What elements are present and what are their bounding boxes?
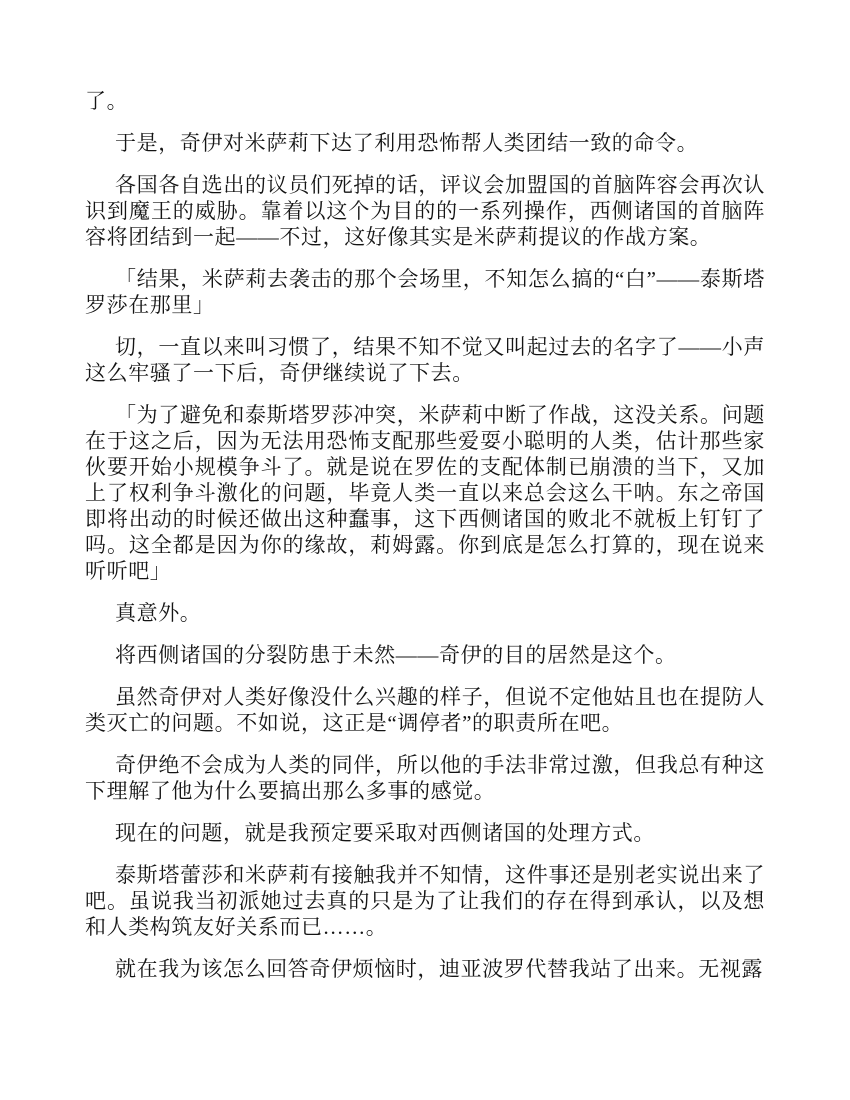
paragraph: 现在的问题，就是我预定要采取对西侧诸国的处理方式。 [115, 821, 655, 845]
paragraph: 泰斯塔蕾莎和米萨莉有接触我并不知情，这件事还是别老实说出来了吧。虽说我当初派她过去真的只是为了让我们的存在得到承认，以及想和人类构筑友好关系而已……。 [85, 863, 765, 939]
paragraph-continuation: 了。 [85, 89, 129, 113]
paragraph: 将西侧诸国的分裂防患于未然——奇伊的目的居然是这个。 [115, 643, 677, 667]
paragraph-dialogue: 「结果，米萨莉去袭击的那个会场里，不知怎么搞的“白”——泰斯塔罗莎在那里」 [85, 267, 765, 317]
paragraph: 于是，奇伊对米萨莉下达了利用恐怖帮人类团结一致的命令。 [115, 131, 699, 155]
paragraph: 奇伊绝不会成为人类的同伴，所以他的手法非常过激，但我总有种这下理解了他为什么要搞出那么多事的感觉。 [85, 753, 765, 803]
paragraph: 切，一直以来叫习惯了，结果不知不觉又叫起过去的名字了——小声这么牢骚了一下后，奇伊继续说了下去。 [85, 335, 765, 385]
paragraph: 真意外。 [115, 601, 202, 625]
paragraph: 虽然奇伊对人类好像没什么兴趣的样子，但说不定他姑且也在提防人类灭亡的问题。不如说，这正是“调停者”的职责所在吧。 [85, 685, 765, 735]
paragraph-dialogue: 「为了避免和泰斯塔罗莎冲突，米萨莉中断了作战，这没关系。问题在于这之后，因为无法用恐怖支配那些爱耍小聪明的人类，估计那些家伙要开始小规模争斗了。就是说在罗佐的支配体制已崩溃的当下，又加上了权利争斗激化的问题，毕竟人类一直以来总会这么干呐。东之帝国即将出动的时候还做出这种蠢事，这下西侧诸国的败北不就板上钉钉了吗。这全都是因为你的缘故，莉姆露。你到底是怎么打算的，现在说来听听吧」 [85, 403, 765, 583]
paragraph: 各国各自选出的议员们死掉的话，评议会加盟国的首脑阵容会再次认识到魔王的威胁。靠着以这个为目的的一系列操作，西侧诸国的首脑阵容将团结到一起——不过，这好像其实是米萨莉提议的作战方案。 [85, 173, 765, 249]
paragraph-last: 就在我为该怎么回答奇伊烦恼时，迪亚波罗代替我站了出来。无视露 [115, 957, 763, 981]
